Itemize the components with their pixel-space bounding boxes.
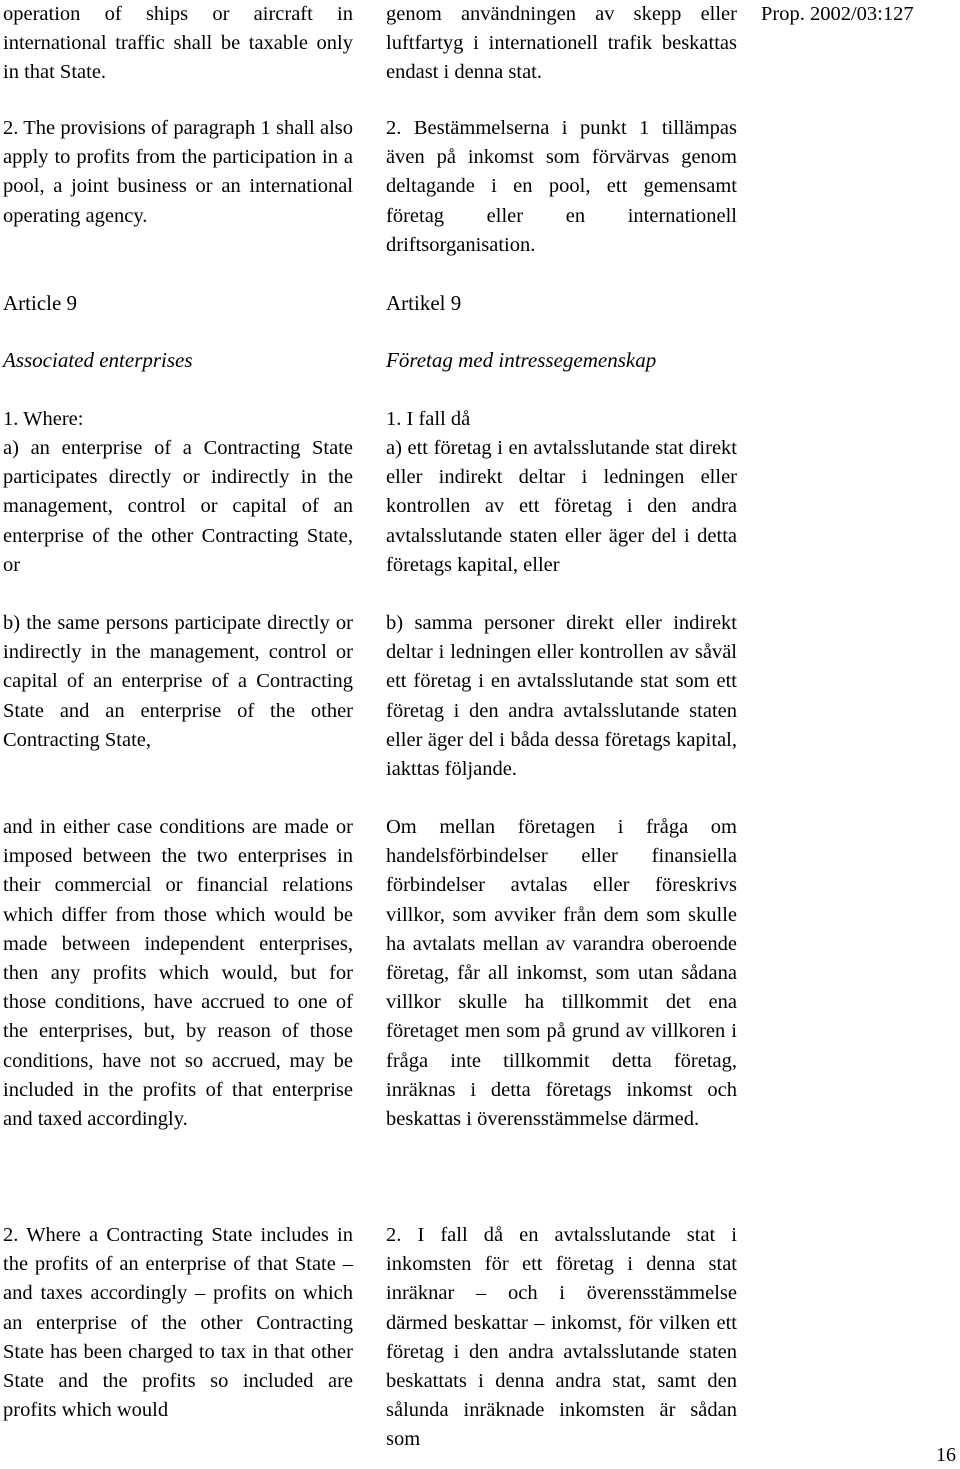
para2-text: 2. Where a Contracting State includes in the profits of an enterprise of that State – and taxes accordingly – profits on which an enterprise of the other Contracting State has been charged to tax in that other State and the profits so included are profits which would [3, 1224, 353, 1422]
english-shipping-text: operation of ships or aircraft in international traffic shall be taxable only in that State. [3, 3, 353, 84]
english-para1-a [3, 434, 353, 580]
swedish-article-title [386, 346, 737, 375]
swedish-shipping-paragraph [386, 0, 737, 88]
swedish-para1-a [386, 434, 737, 580]
page-number: 16 [936, 1444, 956, 1466]
english-pool-text: 2. The provisions of paragraph 1 shall also apply to profits from the participation in a pool, a joint business or an international operating agency. [3, 117, 353, 227]
para1-intro-text: 1. Where: [3, 408, 84, 430]
english-para1-intro [3, 405, 353, 434]
english-article-title [3, 346, 353, 375]
english-pool-paragraph [3, 114, 353, 231]
english-para1-b [3, 609, 353, 755]
swedish-pool-text: 2. Bestämmelserna i punkt 1 tillämpas även på inkomst som förvärvas genom deltagande i en pool, ett gemensamt företag eller en internationell driftsorganisation. [386, 117, 737, 256]
para1-intro-text: 1. I fall då [386, 408, 471, 430]
para1-c-text: and in either case conditions are made or imposed between the two enterprises in their commercial or financial relations which differ from those which would be made between independent enterprises, then any profits which would, but for those conditions, have accrued to one of the enterprises, but, by reason of those conditions, have not so accrued, may be included in the profits of that enterprise and taxed accordingly. [3, 816, 353, 1131]
swedish-para1-c [386, 813, 737, 1134]
english-shipping-paragraph [3, 0, 353, 88]
article-title-text: Företag med intressegemenskap [386, 348, 657, 372]
para2-text: 2. I fall då en avtalsslutande stat i inkomsten för ett företag i denna stat inräknar – och i överensstämmelse därmed beskattar – inkomst, för vilken ett företag i den andra avtalsslutande staten beskattats i denna andra stat, samt den sålunda inräknade inkomsten är sådan som [386, 1224, 737, 1451]
swedish-pool-paragraph [386, 114, 737, 260]
swedish-article-heading [386, 289, 737, 318]
para1-a-text: a) ett företag i en avtalsslutande stat direkt eller indirekt deltar i ledningen eller kontrollen av ett företag i den andra avtalsslutande staten eller äger del i detta företags kapital, eller [386, 437, 737, 576]
article-heading-text: Article 9 [3, 291, 78, 315]
para1-c-text: Om mellan företagen i fråga om handelsförbindelser eller finansiella förbindelser avtalas eller föreskrivs villkor, som avviker från dem som skulle ha avtalats mellan av varandra oberoende företag, får all inkomst, som utan sådana villkor skulle ha tillkommit det ena företaget men som på grund av villkoren i fråga inte tillkommit detta företag, inräknas i detta företags inkomst och beskattas i överensstämmelse därmed. [386, 816, 737, 1131]
swedish-para1-intro [386, 405, 737, 434]
swedish-para2 [386, 1221, 737, 1455]
swedish-shipping-text: genom användningen av skepp eller luftfartyg i internationell trafik beskattas endast i denna stat. [386, 3, 737, 84]
para1-a-text: a) an enterprise of a Contracting State participates directly or indirectly in the management, control or capital of an enterprise of the other Contracting State, or [3, 437, 353, 576]
english-article-heading [3, 289, 353, 318]
para1-b-text: b) samma personer direkt eller indirekt deltar i ledningen eller kontrollen av såväl ett företag i en avtalsslutande stat som ett företag i den andra avtalsslutande staten eller äger del i båda dessa företags kapital, iakttas följande. [386, 612, 737, 781]
english-para2 [3, 1221, 353, 1425]
article-title-text: Associated enterprises [3, 348, 193, 372]
article-heading-text: Artikel 9 [386, 291, 462, 315]
para1-b-text: b) the same persons participate directly or indirectly in the management, control or capital of an enterprise of a Contracting State and an enterprise of the other Contracting State, [3, 612, 353, 751]
english-para1-c [3, 813, 353, 1134]
proposition-reference: Prop. 2002/03:127 [761, 3, 914, 25]
swedish-para1-b [386, 609, 737, 784]
